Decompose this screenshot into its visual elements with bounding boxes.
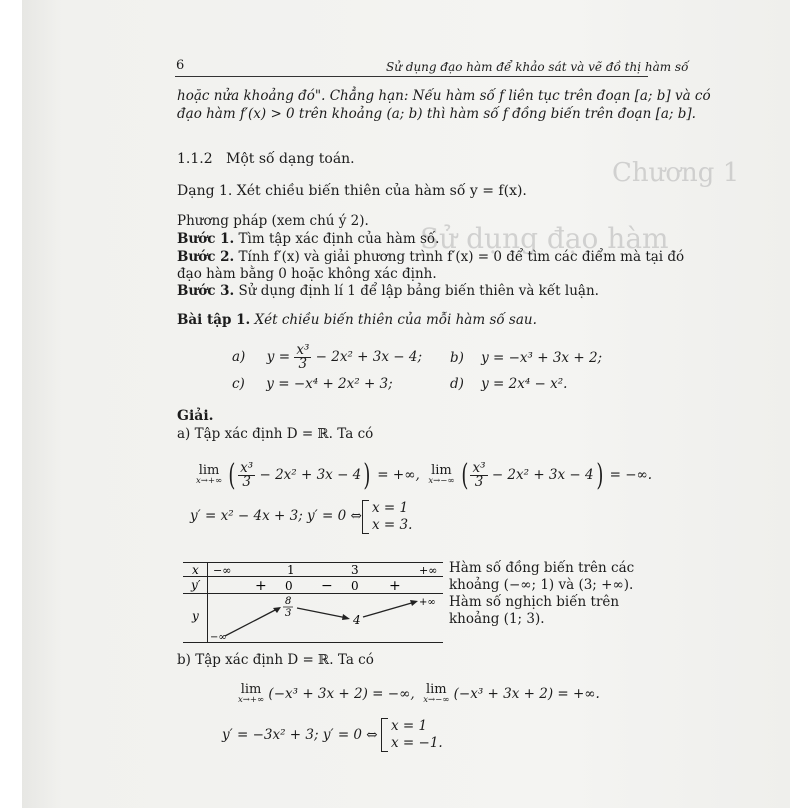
step-3-text: Sử dụng định lí 1 để lập bảng biến thiên và kết luận. [238, 283, 599, 299]
exercise-text: Xét chiều biến thiên của mỗi hàm số sau. [254, 312, 537, 328]
table-yp-val: 0 [351, 579, 359, 593]
method-step-1 [177, 231, 439, 247]
exercise-a-fraction: $\frac{\text{x³}}{3}$ [296, 342, 310, 372]
table-y-min: 4 [353, 613, 361, 627]
conclusion-a-2: khoảng (−∞; 1) và (3; +∞). [449, 577, 634, 593]
limit-a-result-1: = +∞, [377, 467, 420, 483]
exercise-c-label: c) [232, 376, 245, 392]
arrow-increase-1 [225, 608, 279, 636]
variation-table-a [183, 562, 445, 644]
table-y-right: +∞ [419, 597, 436, 608]
header-rule [175, 76, 648, 77]
solution-b-intro: b) Tập xác định D = ℝ. Ta có [177, 652, 374, 668]
table-y-max-den: 3 [285, 608, 292, 619]
solution-a-limits: lim x→+∞ ( $\frac{\text{x³}}{3}$ − 2x² + 3x − 4) = +∞, lim x→−∞ ( $\frac{\text{x³}}{3}$ − 2x² + 3x − 4) = −∞. [196, 457, 653, 493]
table-yp-val: − [321, 578, 333, 594]
exercise-c-expr: y = −x⁴ + 2x² + 3; [266, 376, 393, 392]
solution-b-root-1: x = 1 [391, 718, 428, 734]
exercise-b-expr: y = −x³ + 3x + 2; [481, 350, 603, 366]
method-step-3 [177, 283, 599, 299]
conclusion-a-4: khoảng (1; 3). [449, 611, 545, 627]
step-1-text: Tìm tập xác định của hàm số. [238, 231, 440, 247]
bleed-through-chapter: Chương 1 [612, 158, 740, 188]
exercise-a-pre: y = [266, 349, 291, 365]
running-title: Sử dụng đạo hàm để khảo sát và vẽ đồ thị hàm số [386, 60, 689, 74]
arrow-increase-2 [363, 602, 415, 617]
section-heading [177, 151, 355, 167]
limit-b-minus-inf: lim x→−∞ [423, 682, 450, 705]
step-3-label: Bước 3. [177, 283, 235, 299]
table-yp-val: 0 [285, 579, 293, 593]
method-title: Phương pháp (xem chú ý 2). [177, 213, 369, 229]
table-x-val: +∞ [419, 564, 438, 577]
exercise-a-rest: − 2x² + 3x − 4; [315, 349, 423, 365]
limit-a-result-2: = −∞. [609, 467, 653, 483]
method-step-2 [177, 249, 684, 265]
limit-a-fraction-1: $\frac{\text{x³}}{3}$ [240, 460, 254, 490]
solution-a-root-1: x = 1 [372, 500, 409, 516]
table-x-val: 3 [351, 563, 359, 577]
exercise-label: Bài tập 1. [177, 312, 251, 328]
section-title: Một số dạng toán. [225, 151, 355, 167]
solution-title: Giải. [177, 408, 214, 424]
intro-line-1: hoặc nửa khoảng đó". Chẳng hạn: Nếu hàm số f liên tục trên đoạn [a; b] và có [177, 88, 711, 104]
step-2-text: Tính f′(x) và giải phương trình f′(x) = 0 để tìm các điểm mà tại đó [238, 249, 685, 265]
limit-b-expr-1: (−x³ + 3x + 2) = −∞, [268, 686, 415, 702]
solution-a-root-2: x = 3. [372, 517, 413, 533]
limit-plus-inf: lim x→+∞ [196, 463, 223, 486]
solution-b-derivative: y′ = −3x² + 3; y′ = 0 ⇔ [222, 727, 378, 743]
limit-a-expr-1: − 2x² + 3x − 4 [259, 467, 362, 483]
exercise-b [450, 350, 602, 366]
table-x-val: −∞ [213, 564, 232, 577]
conclusion-a-1: Hàm số đồng biến trên các [449, 560, 635, 576]
table-row-yp: y′ [191, 578, 201, 592]
exercise-d-label: d) [450, 376, 464, 392]
exercise-b-label: b) [450, 350, 464, 366]
solution-a-derivative: y′ = x² − 4x + 3; y′ = 0 ⇔ [190, 508, 362, 524]
table-y-left: −∞ [210, 632, 227, 643]
solution-b-limits [238, 684, 600, 705]
conclusion-a-3: Hàm số nghịch biến trên [449, 594, 620, 610]
table-y-max-num: 8 [285, 596, 292, 607]
page-number: 6 [176, 58, 185, 73]
table-row-x: x [192, 563, 199, 577]
roots-bracket-b [381, 718, 388, 752]
intro-line-2: đạo hàm f′(x) > 0 trên khoảng (a; b) thì hàm số f đồng biến trên đoạn [a; b]. [177, 106, 696, 122]
limit-b-expr-2: (−x³ + 3x + 2) = +∞. [453, 686, 600, 702]
table-row-y: y [192, 609, 199, 623]
table-x-val: 1 [287, 563, 295, 577]
limit-minus-inf: lim x→−∞ [428, 463, 455, 486]
step-1-label: Bước 1. [177, 231, 235, 247]
table-yp-val: + [389, 578, 401, 594]
arrow-decrease [297, 608, 347, 618]
table-yp-val: + [255, 578, 267, 594]
dang1-heading: Dạng 1. Xét chiều biến thiên của hàm số y = f(x). [177, 183, 527, 199]
roots-bracket-a [362, 500, 369, 534]
solution-a-intro: a) Tập xác định D = ℝ. Ta có [177, 426, 374, 442]
limit-b-plus-inf: lim x→+∞ [238, 682, 265, 705]
section-number: 1.1.2 [177, 151, 213, 167]
bleed-through-title: Sử dụng đạo hàm [420, 222, 669, 255]
limit-a-expr-2: − 2x² + 3x − 4 [491, 467, 594, 483]
exercise-c [232, 376, 393, 392]
step-2-label: Bước 2. [177, 249, 235, 265]
method-step-2-cont: đạo hàm bằng 0 hoặc không xác định. [177, 266, 437, 282]
exercise-d-expr: y = 2x⁴ − x². [481, 376, 568, 392]
solution-b-root-2: x = −1. [391, 735, 443, 751]
exercise-d [450, 376, 567, 392]
exercise-heading [177, 312, 537, 328]
exercise-a-label: a) [232, 349, 246, 365]
limit-a-fraction-2: $\frac{\text{x³}}{3}$ [472, 460, 486, 490]
exercise-a [232, 344, 422, 371]
